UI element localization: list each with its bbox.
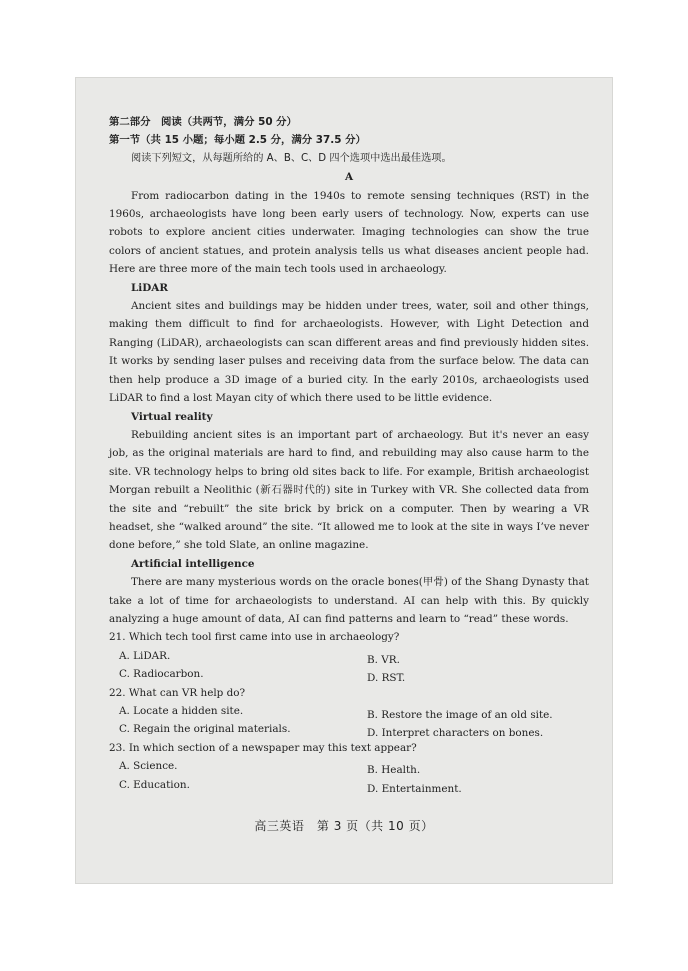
question-stem: 23. In which section of a newspaper may this text appear? (109, 741, 417, 754)
question-22 (109, 684, 589, 739)
question-stem: 21. Which tech tool first came into use in archaeology? (109, 631, 400, 644)
part-title: 第二部分 阅读（共两节，满分 50 分） (109, 116, 297, 128)
passage-intro: From radiocarbon dating in the 1940s to remote sensing techniques (RST) in the 1960s, archaeologists have long been early users of technology. Now, experts can use robots to explore ancient cities underwater. Imaging technologies can show the true colors of ancient statues, and protein analysis tells us what diseases ancient people had. Here are three more of the main tech tools used in archaeology. (109, 189, 589, 276)
vr-heading: Virtual reality (131, 410, 213, 423)
option-a: A. LiDAR. (119, 649, 171, 662)
vr-paragraph: Rebuilding ancient sites is an important part of archaeology. But it's never an easy job, as the original materials are hard to find, and rebuilding may also cause harm to the site. VR technology helps to bring old sites back to life. For example, British archaeologist Morgan rebuilt a Neolithic (新石器时代的) site in Turkey with VR. She collected data from the site and “rebuilt” the site brick by brick on a computer. Then by wearing a VR headset, she “walked around” the site. “It allowed me to look at the site in ways I’ve never done before,” she told Slate, an online magazine. (109, 428, 589, 552)
ai-paragraph: There are many mysterious words on the oracle bones(甲骨) of the Shang Dynasty that take a lot of time for archaeologists to understand. AI can help with this. By quickly analyzing a huge amount of data, AI can find patterns and learn to “read” these words. (109, 576, 589, 625)
option-d: D. Interpret characters on bones. (367, 727, 544, 740)
page-content (109, 113, 589, 794)
option-b: B. Health. (367, 764, 421, 777)
option-c: C. Regain the original materials. (119, 723, 291, 736)
ai-heading: Artificial intelligence (131, 557, 255, 570)
passage-letter: A (344, 171, 354, 184)
question-stem: 22. What can VR help do? (109, 686, 246, 699)
question-23 (109, 739, 589, 794)
option-c: C. Radiocarbon. (119, 668, 204, 681)
lidar-paragraph: Ancient sites and buildings may be hidden under trees, water, soil and other things, making them difficult to find for archaeologists. However, with Light Detection and Ranging (LiDAR), archaeologists can scan different areas and find previously hidden sites. It works by sending laser pulses and receiving data from the surface below. The data can then help produce a 3D image of a buried city. In the early 2010s, archaeologists used LiDAR to find a lost Mayan city of which there used to be little evidence. (109, 300, 589, 405)
option-a: A. Science. (119, 760, 178, 773)
lidar-heading: LiDAR (131, 281, 168, 294)
option-c: C. Education. (119, 778, 190, 791)
option-b: B. Restore the image of an old site. (367, 708, 553, 721)
page-footer: 高三英语 第 3 页（共 10 页） (254, 819, 434, 833)
option-d: D. RST. (367, 672, 406, 685)
option-b: B. VR. (367, 653, 400, 666)
option-a: A. Locate a hidden site. (119, 704, 244, 717)
question-21 (109, 628, 589, 683)
exam-page (75, 77, 613, 884)
option-d: D. Entertainment. (367, 782, 462, 795)
section-title: 第一节（共 15 小题；每小题 2.5 分，满分 37.5 分） (109, 134, 366, 147)
instruction-text: 阅读下列短文，从每题所给的 A、B、C、D 四个选项中选出最佳选项。 (131, 152, 452, 164)
